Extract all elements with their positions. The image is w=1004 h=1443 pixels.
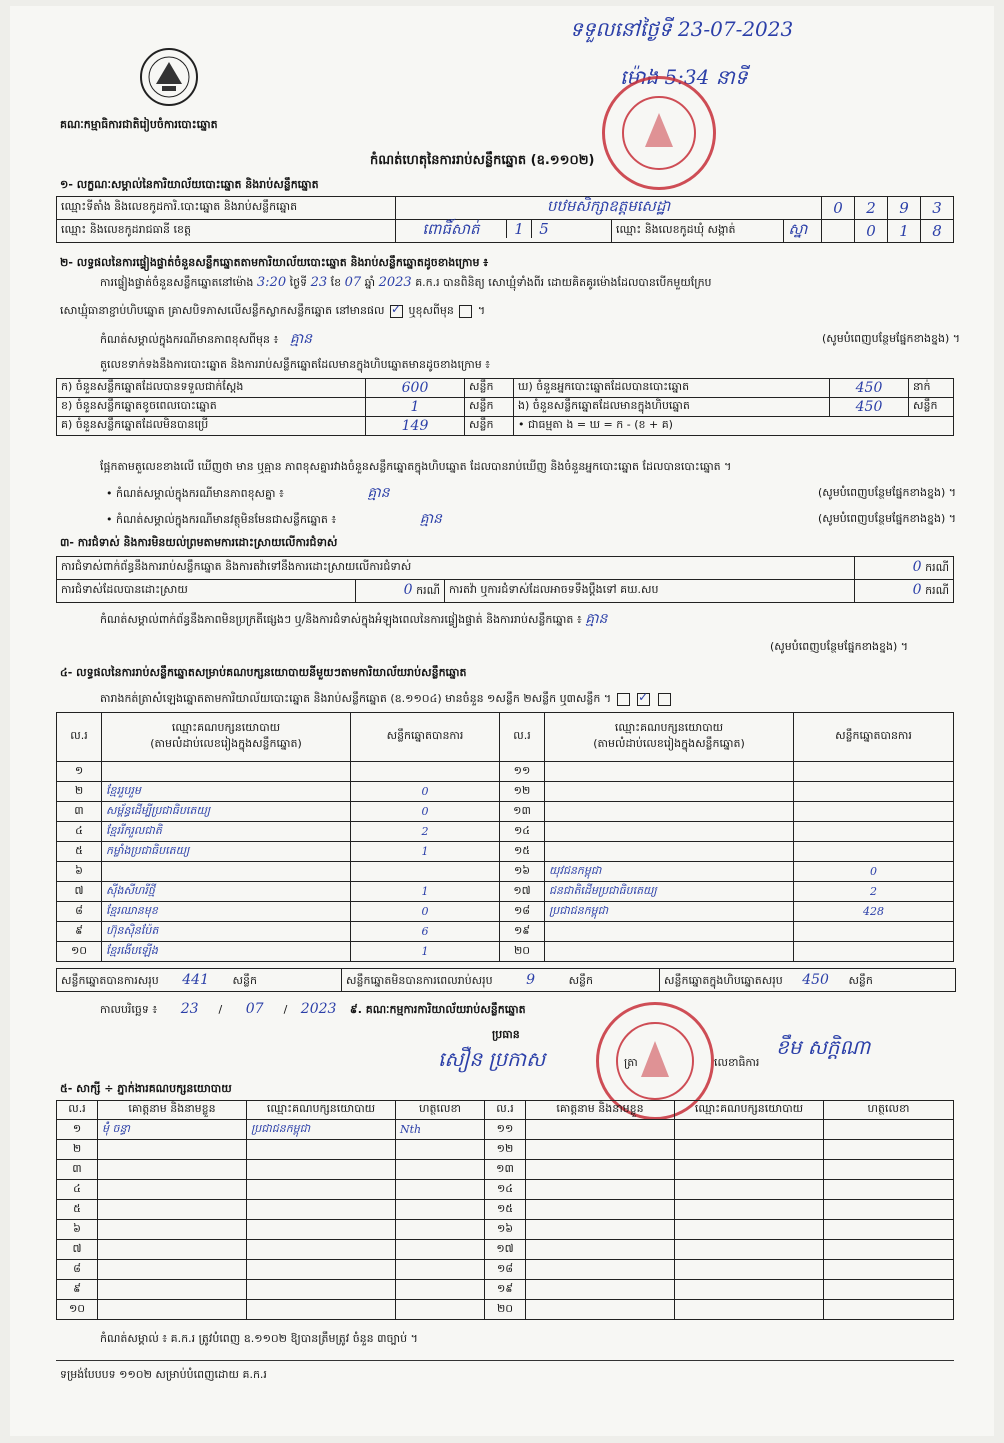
row-no: ៣ bbox=[57, 1160, 98, 1180]
row-no: ១០ bbox=[57, 1300, 98, 1320]
party-votes bbox=[351, 862, 500, 882]
witness-party bbox=[247, 1200, 396, 1220]
col-party-sub-left: (តាមលំដាប់លេខរៀងក្នុងសន្លឹកឆ្នោត) bbox=[150, 737, 302, 750]
table-row bbox=[57, 1140, 954, 1160]
total-valid-unit: សន្លឹក bbox=[232, 974, 257, 987]
table-row bbox=[57, 762, 954, 782]
witness-name bbox=[98, 1160, 247, 1180]
total-box-unit: សន្លឹក bbox=[848, 974, 873, 987]
row-no: ១១ bbox=[485, 1120, 526, 1140]
compare-text: ផ្អែកតាមតួលេខខាងលើ ឃើញថា មាន ឬគ្មាន ភាពខុសគ្នារវាងចំនួនសន្លឹកឆ្នោតក្នុងហិបឆ្នោត ដែលបានរាប់ឃើញ និងចំនួនអ្នកបោះឆ្នោត ដែលបានបោះឆ្នោត ។ bbox=[100, 460, 732, 473]
row-no: ១ bbox=[57, 1120, 98, 1140]
location-value: បឋមសិក្សាឧត្តមសេដ្ឋា bbox=[396, 197, 822, 220]
row-no: ២ bbox=[57, 1140, 98, 1160]
party-votes bbox=[794, 782, 954, 802]
commune-code-1: 0 bbox=[855, 220, 888, 243]
witness-signature bbox=[396, 1200, 485, 1220]
party-votes bbox=[794, 822, 954, 842]
witness-party bbox=[675, 1200, 824, 1220]
witness-signature bbox=[396, 1280, 485, 1300]
table-row bbox=[57, 922, 954, 942]
irregularity-note-suffix: (សូមបំពេញបន្ថែមផ្នែកខាងខ្នង) ។ bbox=[770, 640, 909, 653]
witness-name bbox=[526, 1280, 675, 1300]
verify-line1-suffix: គ.ក.រ បានពិនិត្យ សោឃ្មុំទាំងពីរ ដោយគិតគូរម៉ោងដែលបានបើកមួយក្រែប bbox=[415, 276, 712, 289]
party-votes bbox=[794, 942, 954, 962]
figure-a-value: 600 bbox=[366, 379, 465, 398]
witness-signature bbox=[396, 1300, 485, 1320]
witness-signature bbox=[396, 1240, 485, 1260]
party-name: សម្ព័ន្ធដើម្បីប្រជាធិបតេយ្យ bbox=[102, 802, 351, 822]
seal-note-line bbox=[100, 332, 960, 347]
party-votes: 1 bbox=[351, 942, 500, 962]
witness-name bbox=[98, 1200, 247, 1220]
irregularity-note-line bbox=[100, 612, 607, 627]
w-col-no-left: ល.រ bbox=[57, 1101, 98, 1120]
irregularity-note-value: គ្មាន bbox=[585, 611, 608, 627]
row-no: ២ bbox=[57, 782, 102, 802]
party-results-table bbox=[56, 712, 954, 962]
seal-note-label: កំណត់សម្គាល់ក្នុងករណីមានភាពខុសពីមុន ៖ bbox=[100, 333, 279, 346]
verify-time: 3:20 bbox=[256, 275, 287, 290]
witness-name bbox=[526, 1120, 675, 1140]
party-votes: 1 bbox=[351, 842, 500, 862]
seal-note-value: គ្មាន bbox=[289, 331, 313, 347]
row-no: ៩ bbox=[57, 922, 102, 942]
witness-party bbox=[247, 1300, 396, 1320]
objection-appeal-value: 0 bbox=[912, 582, 922, 598]
figure-b-unit: សន្លឹក bbox=[465, 398, 514, 417]
commune-value: ស្នា bbox=[784, 220, 822, 243]
sheet-one-checkbox[interactable] bbox=[617, 693, 630, 706]
row-no: ៥ bbox=[57, 1200, 98, 1220]
row-no: ១៣ bbox=[485, 1160, 526, 1180]
witness-signature bbox=[824, 1140, 954, 1160]
table-row bbox=[57, 942, 954, 962]
party-votes: 6 bbox=[351, 922, 500, 942]
party-name bbox=[545, 762, 794, 782]
row-no: ១២ bbox=[485, 1140, 526, 1160]
figure-d-label: ឃ) ចំនួនអ្នកបោះឆ្នោតដែលបានបោះឆ្នោត bbox=[514, 379, 830, 398]
province-value: ពោធិ៍សាត់ bbox=[422, 220, 480, 238]
row-no: ២០ bbox=[485, 1300, 526, 1320]
party-votes: 428 bbox=[794, 902, 954, 922]
party-votes: 0 bbox=[794, 862, 954, 882]
compare-line bbox=[100, 460, 731, 474]
witness-name bbox=[98, 1220, 247, 1240]
changed-checkbox[interactable] bbox=[459, 305, 472, 318]
col-votes-left: សន្លឹកឆ្នោតបានការ bbox=[351, 713, 500, 762]
diff-note-suffix: (សូមបំពេញបន្ថែមផ្នែកខាងខ្នង) ។ bbox=[817, 486, 956, 499]
row-no: ១៣ bbox=[500, 802, 545, 822]
objection-appeal-unit: ករណី bbox=[925, 584, 949, 597]
verify-year: 2023 bbox=[378, 275, 412, 290]
witness-party bbox=[675, 1160, 824, 1180]
witness-party bbox=[675, 1300, 824, 1320]
objection-resolved-label: ការជំទាស់ដែលបានដោះស្រាយ bbox=[57, 580, 356, 603]
official-seal-top bbox=[602, 76, 716, 190]
seal-note-suffix: (សូមបំពេញបន្ថែមផ្នែកខាងខ្នង) ។ bbox=[821, 332, 960, 345]
date-label: កាលបរិច្ឆេទ ៖ bbox=[100, 1003, 158, 1016]
objection-appeal-label: ការតវ៉ា ឬការជំទាស់ដែលអាចទទឹងប្តឹងទៅ គឃ.សប bbox=[445, 580, 855, 603]
row-no: ១៥ bbox=[485, 1200, 526, 1220]
objection-resolved-value: 0 bbox=[403, 582, 413, 598]
commune-code-3: 8 bbox=[921, 220, 954, 243]
figure-b-value: 1 bbox=[366, 398, 465, 417]
total-invalid-unit: សន្លឹក bbox=[568, 974, 594, 987]
chair-label: ប្រធាន bbox=[492, 1028, 520, 1041]
total-valid-value: 441 bbox=[182, 972, 209, 988]
party-name: យុវជនកម្ពុជា bbox=[545, 862, 794, 882]
party-votes: 1 bbox=[351, 882, 500, 902]
witness-signature bbox=[824, 1300, 954, 1320]
figure-e-value: 450 bbox=[830, 398, 909, 417]
witness-signature bbox=[824, 1180, 954, 1200]
received-time-note: ម៉ោង 5:34 នាទី bbox=[620, 65, 748, 89]
table-row bbox=[57, 902, 954, 922]
row-no: ៨ bbox=[57, 1260, 98, 1280]
party-name: ខ្មែរឈានមុខ bbox=[102, 902, 351, 922]
section3-title: ៣- ការជំទាស់ និងការមិនយល់ព្រមតាមការដោះស្រាយលើការជំទាស់ bbox=[60, 536, 338, 549]
row-no: ៧ bbox=[57, 882, 102, 902]
witness-party bbox=[247, 1280, 396, 1300]
witness-signature: Nth bbox=[396, 1120, 485, 1140]
row-no: ៦ bbox=[57, 862, 102, 882]
witness-party bbox=[675, 1260, 824, 1280]
row-no: ៦ bbox=[57, 1220, 98, 1240]
witness-name bbox=[98, 1260, 247, 1280]
w-col-no-right: ល.រ bbox=[485, 1101, 526, 1120]
party-name: ហ៊ុនស៊ិនប៉ែត bbox=[102, 922, 351, 942]
witness-name bbox=[98, 1300, 247, 1320]
col-no-left: ល.រ bbox=[57, 713, 102, 762]
commune-label: ឈ្មោះ និងលេខកូដឃុំ សង្កាត់ bbox=[611, 220, 783, 243]
table-row bbox=[57, 862, 954, 882]
date-month: 07 bbox=[245, 1001, 264, 1017]
election-form-page bbox=[10, 6, 994, 1436]
sheet-three-checkbox[interactable] bbox=[658, 693, 671, 706]
row-no: ៨ bbox=[57, 902, 102, 922]
form-title: កំណត់ហេតុនៃការរាប់សន្លឹកឆ្នោត (ឧ.១១០២) bbox=[370, 153, 595, 168]
table-row bbox=[57, 1120, 954, 1140]
witness-signature bbox=[396, 1180, 485, 1200]
nec-emblem-icon bbox=[138, 46, 200, 108]
party-name bbox=[545, 942, 794, 962]
party-name: កម្លាំងប្រជាធិបតេយ្យ bbox=[102, 842, 351, 862]
w-col-sign-right: ហត្ថលេខា bbox=[824, 1101, 954, 1120]
witness-party bbox=[247, 1240, 396, 1260]
party-name: ជនជាតិដើមប្រជាធិបតេយ្យ bbox=[545, 882, 794, 902]
row-no: ១៩ bbox=[485, 1280, 526, 1300]
verify-line2: សោឃ្មុំធានាខ្ជាប់ហិបឆ្នោត គ្រាសបិទភាសលើសន្លឹកស្លាកសន្លឹកឆ្នោត នៅមានផល ✓ ឬខុសពីមុន ។ bbox=[60, 304, 485, 318]
section4-title: ៤- លទ្ធផលនៃការរាប់សន្លឹកឆ្នោតសម្រាប់គណបក្សនយោបាយនីមួយៗតាមការិយាល័យរាប់សន្លឹកឆ្នោត bbox=[60, 666, 467, 679]
witness-signature bbox=[396, 1160, 485, 1180]
row-no: ១៩ bbox=[500, 922, 545, 942]
witness-signature bbox=[824, 1160, 954, 1180]
party-name bbox=[545, 802, 794, 822]
suspect-note-value: គ្មាន bbox=[419, 511, 442, 527]
witness-name bbox=[526, 1180, 675, 1200]
diff-note-line bbox=[106, 486, 956, 501]
totals-line bbox=[56, 968, 956, 992]
irregularity-note-label: កំណត់សម្គាល់ពាក់ព័ន្ធនឹងភាពមិនប្រក្រតីផ្សេងៗ ឬ/និងការជំទាស់ក្នុងអំឡុងពេលនៃការផ្ទៀងផ្ទាត់ និងការរាប់សន្លឹកឆ្នោត ៖ bbox=[100, 613, 582, 626]
witness-name bbox=[98, 1180, 247, 1200]
table-row bbox=[57, 842, 954, 862]
figure-c-unit: សន្លឹក bbox=[465, 417, 514, 436]
table-row bbox=[57, 1280, 954, 1300]
date-day: 23 bbox=[180, 1001, 199, 1017]
row-no: ៤ bbox=[57, 822, 102, 842]
col-votes-right: សន្លឹកឆ្នោតបានការ bbox=[794, 713, 954, 762]
party-votes: 2 bbox=[794, 882, 954, 902]
witness-party bbox=[675, 1140, 824, 1160]
witness-signature bbox=[396, 1220, 485, 1240]
row-no: ១ bbox=[57, 762, 102, 782]
witness-party bbox=[247, 1260, 396, 1280]
suspect-note-line bbox=[106, 512, 956, 527]
date-year: 2023 bbox=[300, 1001, 337, 1017]
party-name: ខ្មែររួបរួម bbox=[102, 782, 351, 802]
row-no: ១០ bbox=[57, 942, 102, 962]
section1-title: ១- លក្ខណៈសម្គាល់នៃការិយាល័យបោះឆ្នោត និងរាប់សន្លឹកឆ្នោត bbox=[60, 178, 319, 191]
party-votes bbox=[351, 762, 500, 782]
table-row bbox=[57, 802, 954, 822]
party-votes bbox=[794, 762, 954, 782]
figures-intro: តួលេខទាក់ទងនឹងការបោះឆ្នោត និងការរាប់សន្លឹកឆ្នោតដែលមានក្នុងហិបឆ្នោតមានដូចខាងក្រោម ៖ bbox=[100, 358, 491, 371]
party-name: ខ្មែរងើបឡើង bbox=[102, 942, 351, 962]
total-box-label: សន្លឹកឆ្នោតក្នុងហិបឆ្នោតសរុប bbox=[664, 974, 783, 987]
objection-resolved-unit: ករណី bbox=[416, 584, 440, 597]
location-code-2: 2 bbox=[855, 197, 888, 220]
party-votes: 2 bbox=[351, 822, 500, 842]
table-row bbox=[57, 1240, 954, 1260]
table-row bbox=[57, 1200, 954, 1220]
party-votes: 0 bbox=[351, 802, 500, 822]
province-code-2: 5 bbox=[531, 220, 556, 238]
intact-checkbox[interactable] bbox=[390, 305, 403, 318]
w-col-party-right: ឈ្មោះគណបក្សនយោបាយ bbox=[675, 1101, 824, 1120]
table-row bbox=[57, 1260, 954, 1280]
verify-month: 07 bbox=[344, 275, 362, 290]
row-no: ៣ bbox=[57, 802, 102, 822]
witness-signature bbox=[824, 1260, 954, 1280]
diff-note-value: គ្មាន bbox=[367, 485, 390, 501]
witness-party bbox=[247, 1220, 396, 1240]
objection-total-label: ការជំទាស់ពាក់ព័ន្ធនឹងការរាប់សន្លឹកឆ្នោត និងការតវ៉ាទៅនឹងការដោះស្រាយលើការជំទាស់ bbox=[57, 557, 855, 580]
total-invalid-value: 9 bbox=[526, 972, 536, 988]
committee-label: ៩. គណៈកម្មការការិយាល័យរាប់សន្លឹកឆ្នោត bbox=[349, 1003, 526, 1016]
witness-signature bbox=[396, 1260, 485, 1280]
party-name bbox=[102, 762, 351, 782]
row-no: ៩ bbox=[57, 1280, 98, 1300]
row-no: ១៨ bbox=[500, 902, 545, 922]
row-no: ១២ bbox=[500, 782, 545, 802]
stamp-label: ត្រា bbox=[624, 1056, 638, 1069]
sheet-two-checkbox[interactable] bbox=[637, 693, 650, 706]
table-row bbox=[57, 1180, 954, 1200]
objection-total-value: 0 bbox=[912, 559, 922, 575]
org-name: គណៈកម្មាធិការជាតិរៀបចំការបោះឆ្នោត bbox=[60, 118, 218, 131]
witness-party bbox=[247, 1180, 396, 1200]
witness-name bbox=[526, 1160, 675, 1180]
verify-day: 23 bbox=[310, 275, 328, 290]
row-no: ១៧ bbox=[500, 882, 545, 902]
figure-d-unit: នាក់ bbox=[909, 379, 954, 398]
objections-table bbox=[56, 556, 954, 603]
section1-table bbox=[56, 196, 954, 243]
party-name bbox=[545, 782, 794, 802]
party-name bbox=[545, 842, 794, 862]
row-no: ១១ bbox=[500, 762, 545, 782]
row-no: ១៥ bbox=[500, 842, 545, 862]
verify-line1-prefix: ការផ្ទៀងផ្ទាត់ចំនួនសន្លឹកឆ្នោតនៅម៉ោង bbox=[100, 276, 254, 289]
total-box-value: 450 bbox=[802, 972, 829, 988]
w-col-party-left: ឈ្មោះគណបក្សនយោបាយ bbox=[247, 1101, 396, 1120]
witness-party bbox=[247, 1140, 396, 1160]
verify-line1: ការផ្ទៀងផ្ទាត់ចំនួនសន្លឹកឆ្នោតនៅម៉ោង 3:20 ថ្ងៃទី 23 ខែ 07 ឆ្នាំ 2023 គ.ក.រ បានពិនិត្យ សោឃ្មុំទាំងពីរ ដោយគិតគូរម៉ោងដែលបានបើកមួយក្រែប bbox=[100, 275, 712, 290]
party-name: ស៊ីងសីហរីថ្មី bbox=[102, 882, 351, 902]
witness-name bbox=[98, 1280, 247, 1300]
section2-title: ២- លទ្ធផលនៃការផ្ទៀងផ្ទាត់ចំនួនសន្លឹកឆ្នោតតាមការិយាល័យបោះឆ្នោត និងរាប់សន្លឹកឆ្នោតដូចខាងក្រោម ៖ bbox=[60, 256, 489, 269]
witness-party bbox=[675, 1220, 824, 1240]
secretary-label: លេខាធិការ bbox=[714, 1056, 760, 1069]
row-no: ១៤ bbox=[500, 822, 545, 842]
witness-party bbox=[675, 1240, 824, 1260]
table-row bbox=[57, 1300, 954, 1320]
form-footer: ទម្រង់បែបបទ ១១០២ សម្រាប់បំពេញដោយ គ.ក.រ bbox=[60, 1368, 267, 1381]
row-no: ៥ bbox=[57, 842, 102, 862]
party-votes: 0 bbox=[351, 782, 500, 802]
table-row bbox=[57, 822, 954, 842]
party-votes: 0 bbox=[351, 902, 500, 922]
location-code-1: 0 bbox=[822, 197, 855, 220]
figure-c-value: 149 bbox=[366, 417, 465, 436]
figure-e-label: ង) ចំនួនសន្លឹកឆ្នោតដែលមានក្នុងហិបឆ្នោត bbox=[514, 398, 830, 417]
party-name bbox=[545, 922, 794, 942]
date-line: កាលបរិច្ឆេទ ៖ 23 / 07 / 2023 ៩. គណៈកម្មការការិយាល័យរាប់សន្លឹកឆ្នោត bbox=[100, 1001, 526, 1017]
verify-line2-alt: ឬខុសពីមុន bbox=[408, 304, 454, 317]
witness-party bbox=[675, 1120, 824, 1140]
row-no: ១៧ bbox=[485, 1240, 526, 1260]
witness-name bbox=[526, 1300, 675, 1320]
party-votes bbox=[794, 842, 954, 862]
w-col-name-left: គោត្តនាម និងនាមខ្លួន bbox=[98, 1101, 247, 1120]
section5-title: ៥- សាក្សី ÷ ភ្នាក់ងារគណបក្សនយោបាយ bbox=[60, 1082, 232, 1095]
witness-name bbox=[98, 1240, 247, 1260]
witness-party bbox=[247, 1160, 396, 1180]
w-col-sign-left: ហត្ថលេខា bbox=[396, 1101, 485, 1120]
witness-signature bbox=[824, 1220, 954, 1240]
total-invalid-label: សន្លឹកឆ្នោតមិនបានការពេលរាប់សរុប bbox=[346, 974, 493, 987]
figures-table bbox=[56, 378, 954, 436]
col-party-right: ឈ្មោះគណបក្សនយោបាយ bbox=[614, 721, 724, 734]
w-col-name-right: គោត្តនាម និងនាមខ្លួន bbox=[526, 1101, 675, 1120]
row-no: ៧ bbox=[57, 1240, 98, 1260]
row-no: ១៨ bbox=[485, 1260, 526, 1280]
location-code-3: 9 bbox=[888, 197, 921, 220]
witness-signature bbox=[824, 1240, 954, 1260]
table-row bbox=[57, 1160, 954, 1180]
party-name bbox=[102, 862, 351, 882]
witness-name bbox=[98, 1140, 247, 1160]
location-code-4: 3 bbox=[921, 197, 954, 220]
figure-d-value: 450 bbox=[830, 379, 909, 398]
row-no: ៤ bbox=[57, 1180, 98, 1200]
witness-party bbox=[675, 1180, 824, 1200]
chair-signature: សឿន ប្រកាស bbox=[438, 1047, 546, 1071]
party-votes bbox=[794, 802, 954, 822]
objection-total-unit: ករណី bbox=[925, 561, 949, 574]
tally-sheet-text: តារាងកត់ត្រាសំឡេងឆ្នោតតាមការិយាល័យបោះឆ្នោត និងរាប់សន្លឹកឆ្នោត (ឧ.១១០៤) មានចំនួន ១សន្លឹក ២សន្លឹក ឬ៣សន្លឹក ។ bbox=[100, 692, 612, 705]
party-name: ខ្មែររីករួលជាតិ bbox=[102, 822, 351, 842]
witness-signature bbox=[824, 1280, 954, 1300]
witness-name: ម៉ុំ ចន្ធា bbox=[98, 1120, 247, 1140]
figure-b-label: ខ) ចំនួនសន្លឹកឆ្នោតខូចពេលបោះឆ្នោត bbox=[57, 398, 366, 417]
secretary-signature: ខឹម សក្តិណា bbox=[776, 1035, 871, 1059]
figure-e-unit: សន្លឹក bbox=[909, 398, 954, 417]
footer-divider bbox=[56, 1360, 954, 1361]
received-date-note: ទទួលនៅថ្ងៃទី 23-07-2023 bbox=[570, 17, 794, 41]
witness-signature bbox=[824, 1200, 954, 1220]
table-row bbox=[57, 782, 954, 802]
row-no: ១៦ bbox=[500, 862, 545, 882]
party-votes bbox=[794, 922, 954, 942]
witness-name bbox=[526, 1220, 675, 1240]
verify-line2-text: សោឃ្មុំធានាខ្ជាប់ហិបឆ្នោត គ្រាសបិទភាសលើសន្លឹកស្លាកសន្លឹកឆ្នោត នៅមានផល bbox=[60, 304, 385, 317]
col-party-sub-right: (តាមលំដាប់លេខរៀងក្នុងសន្លឹកឆ្នោត) bbox=[593, 737, 745, 750]
figure-c-label: គ) ចំនួនសន្លឹកឆ្នោតដែលមិនបានប្រើ bbox=[57, 417, 366, 436]
footnote: កំណត់សម្គាល់ ៖ គ.ក.រ ត្រូវបំពេញ ឧ.១១០២ ឱ្យបានត្រឹមត្រូវ ចំនួន ៣ច្បាប់ ។ bbox=[100, 1332, 418, 1345]
table-row bbox=[57, 882, 954, 902]
witness-signature bbox=[824, 1120, 954, 1140]
witness-table bbox=[56, 1100, 954, 1320]
province-code-1: 1 bbox=[506, 220, 531, 238]
witness-name bbox=[526, 1140, 675, 1160]
witness-name bbox=[526, 1200, 675, 1220]
col-no-right: ល.រ bbox=[500, 713, 545, 762]
diff-note-label: • កំណត់សម្គាល់ក្នុងករណីមានភាពខុសគ្នា ៖ bbox=[106, 487, 284, 500]
location-label: ឈ្មោះទីតាំង និងលេខកូដការិ.បោះឆ្នោត និងរាប់សន្លឹកឆ្នោត bbox=[57, 197, 396, 220]
witness-signature bbox=[396, 1140, 485, 1160]
row-no: ១៤ bbox=[485, 1180, 526, 1200]
witness-name bbox=[526, 1260, 675, 1280]
tally-sheet-line bbox=[100, 692, 673, 706]
row-no: ២០ bbox=[500, 942, 545, 962]
figure-a-unit: សន្លឹក bbox=[465, 379, 514, 398]
witness-party: ប្រជាជនកម្ពុជា bbox=[247, 1120, 396, 1140]
col-party-left: ឈ្មោះគណបក្សនយោបាយ bbox=[171, 721, 281, 734]
formula-note: • ជាធម្មតា ង = ឃ = ក - (ខ + គ) bbox=[514, 417, 954, 436]
suspect-note-suffix: (សូមបំពេញបន្ថែមផ្នែកខាងខ្នង) ។ bbox=[817, 512, 956, 525]
row-no: ១៦ bbox=[485, 1220, 526, 1240]
suspect-note-label: • កំណត់សម្គាល់ក្នុងករណីមានវត្ថុមិនមែនជាសន្លឹកឆ្នោត ៖ bbox=[106, 513, 337, 526]
witness-name bbox=[526, 1240, 675, 1260]
figure-a-label: ក) ចំនួនសន្លឹកឆ្នោតដែលបានទទួលជាក់ស្តែង bbox=[57, 379, 366, 398]
party-name: ប្រជាជនកម្ពុជា bbox=[545, 902, 794, 922]
party-name bbox=[545, 822, 794, 842]
total-valid-label: សន្លឹកឆ្នោតបានការសរុប bbox=[61, 974, 159, 987]
table-row bbox=[57, 1220, 954, 1240]
witness-party bbox=[675, 1280, 824, 1300]
commune-code-2: 1 bbox=[888, 220, 921, 243]
province-label: ឈ្មោះ និងលេខកូដរាជធានី ខេត្ត bbox=[57, 220, 396, 243]
